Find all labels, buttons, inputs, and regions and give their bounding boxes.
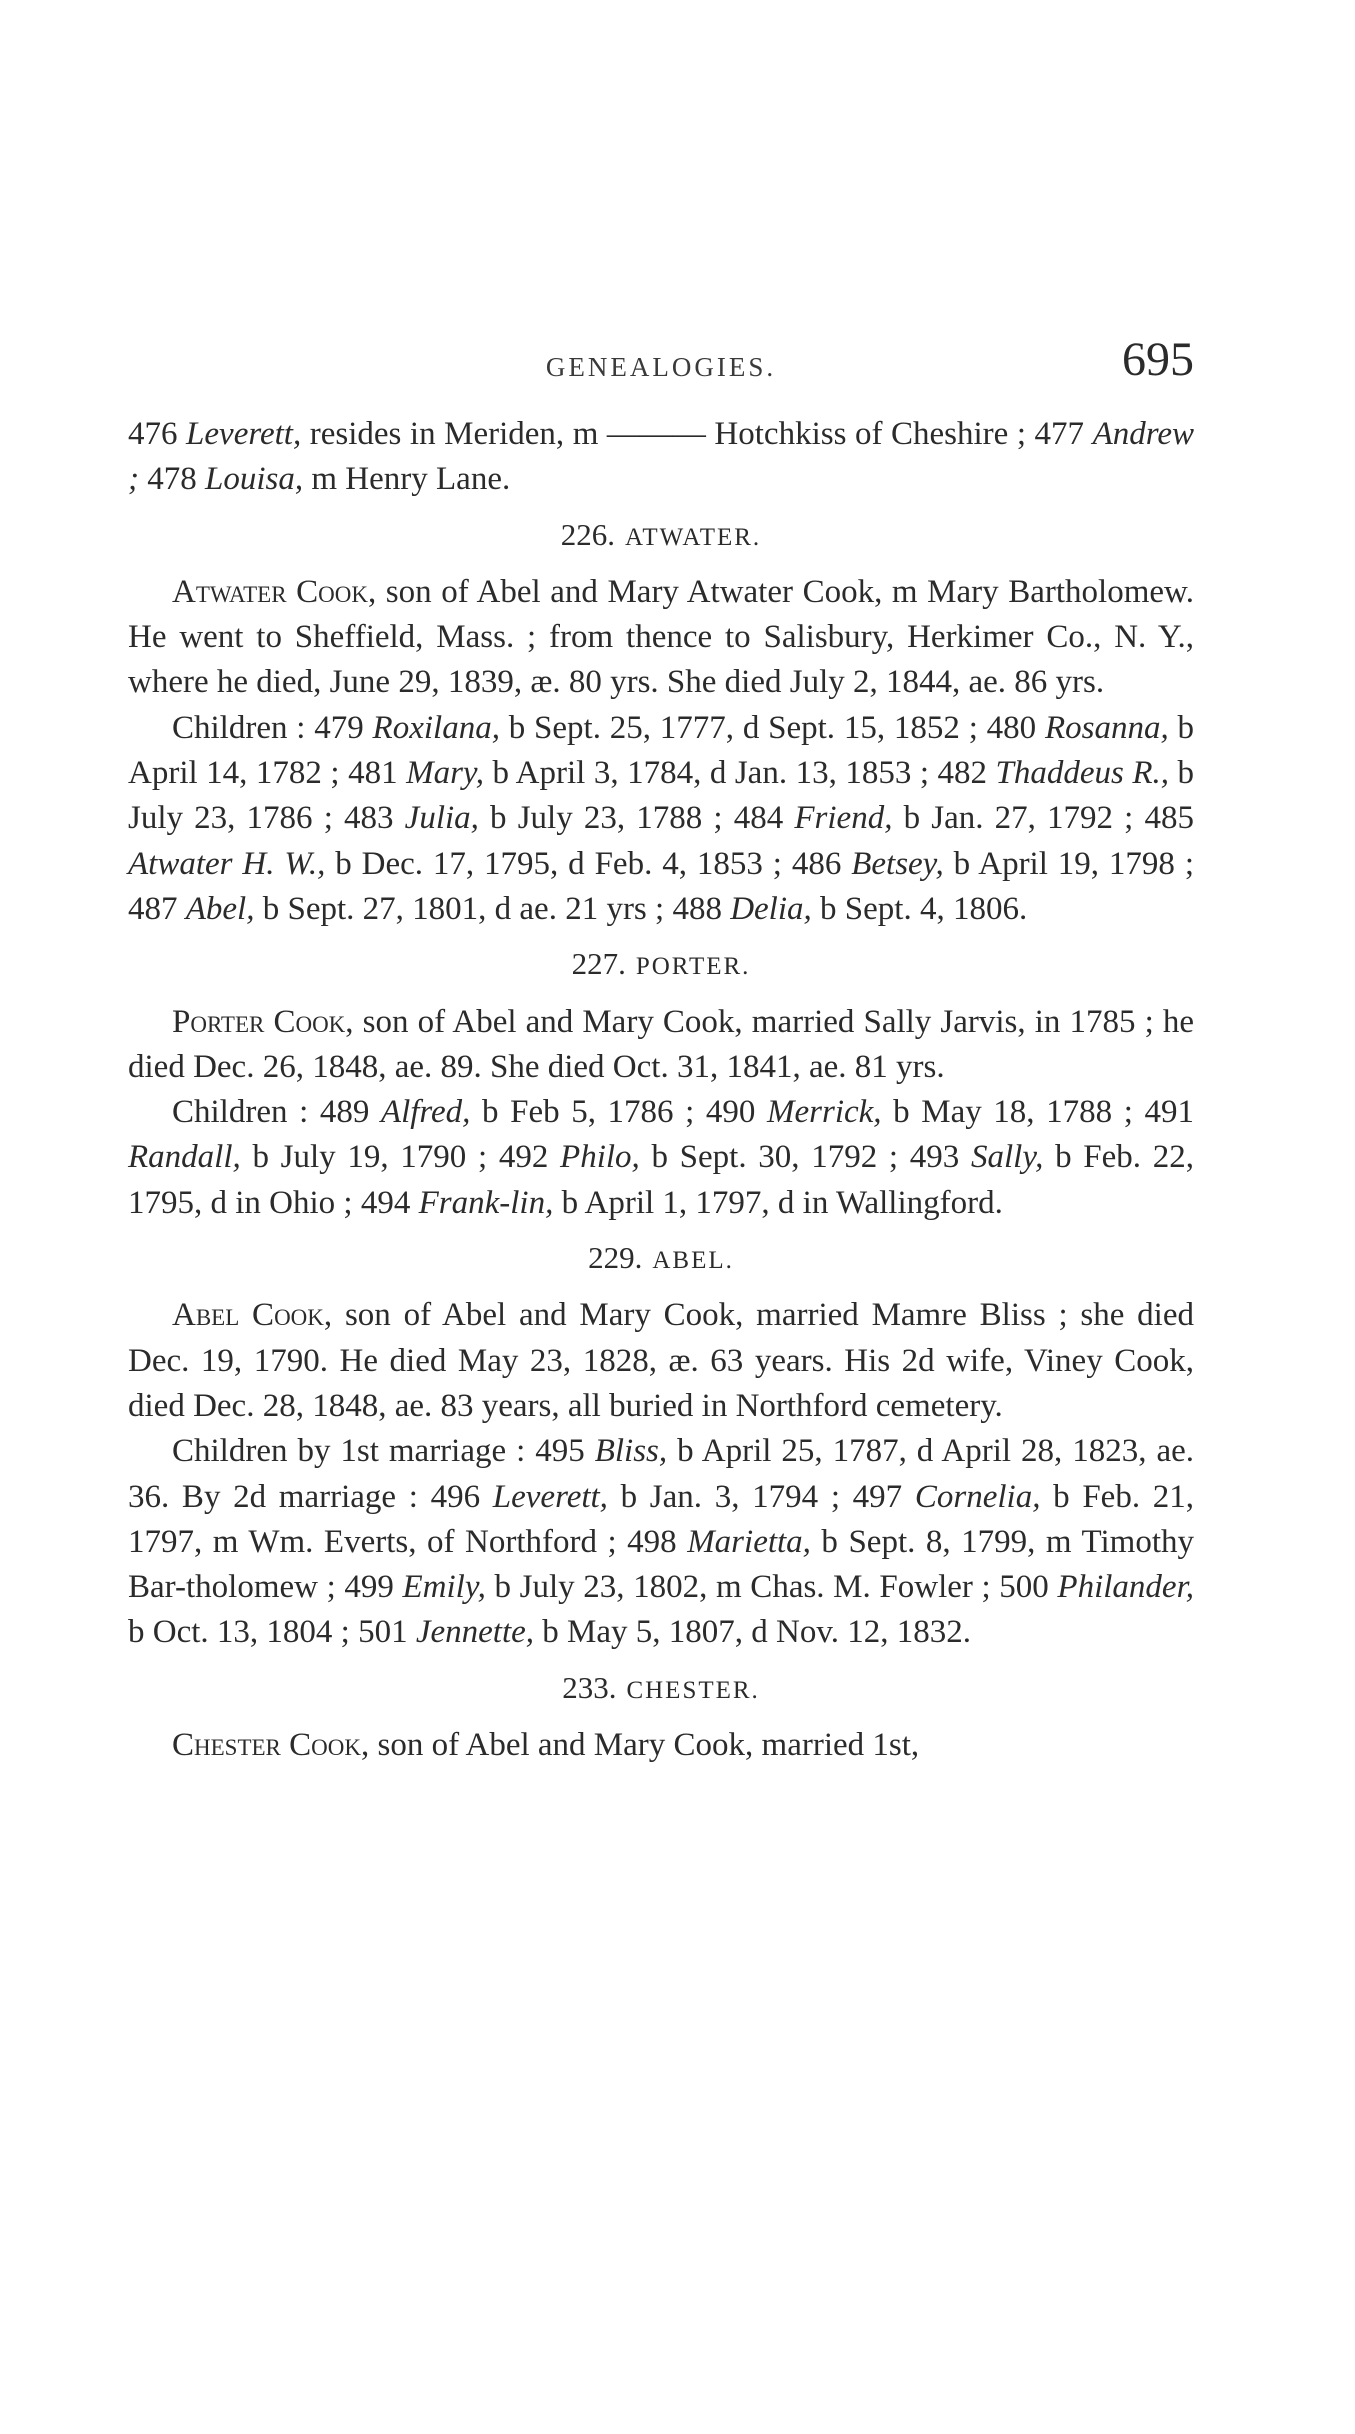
- text: b Sept. 4, 1806.: [811, 890, 1028, 927]
- child-name: Bliss,: [594, 1433, 668, 1470]
- child-name: Rosanna,: [1044, 709, 1169, 746]
- section-title: ATWATER.: [625, 523, 762, 551]
- text: b Sept. 8, 1799, m Timothy Bar-tholomew ; 499: [128, 1523, 1194, 1606]
- section-title: CHESTER.: [626, 1676, 760, 1704]
- running-head: GENEALOGIES.: [545, 352, 777, 382]
- child-name: Leverett,: [492, 1478, 608, 1515]
- section-heading-atwater: [128, 512, 1194, 560]
- text: son of Abel and Mary Atwater Cook, m Mary Bartholomew. He went to Sheffield, Mass. ; from thence to Salisbury, Herkimer Co., N. Y., where he died, June 29, 1839, æ. 80 yrs. She died July 2, 1844, ae. 86 yrs.: [128, 573, 1194, 701]
- lead-name: Atwater Cook,: [172, 573, 377, 610]
- page-number: 695: [1122, 333, 1194, 386]
- text: b Oct. 13, 1804 ; 501: [128, 1614, 416, 1651]
- biography-paragraph: [128, 1000, 1194, 1091]
- child-name: Delia,: [730, 890, 812, 927]
- section-heading-porter: [128, 941, 1194, 989]
- child-name: Thaddeus R.,: [995, 755, 1169, 792]
- section-heading-abel: [128, 1235, 1194, 1283]
- person-name: Louisa,: [205, 461, 304, 498]
- child-name: Julia,: [404, 800, 479, 837]
- children-paragraph: [128, 706, 1194, 932]
- text: son of Abel and Mary Cook, married Sally Jarvis, in 1785 ; he died Dec. 26, 1848, ae. 89. She died Oct. 31, 1841, ae. 81 yrs.: [128, 1003, 1195, 1085]
- text: Children : 489: [172, 1094, 381, 1131]
- text: b May 5, 1807, d Nov. 12, 1832.: [534, 1614, 971, 1651]
- section-number: 233.: [562, 1669, 617, 1705]
- text: b Sept. 30, 1792 ; 493: [639, 1139, 971, 1176]
- child-name: Betsey,: [851, 845, 944, 882]
- child-name: Philo,: [560, 1139, 640, 1176]
- text: b May 18, 1788 ; 491: [881, 1094, 1194, 1131]
- child-name: Mary,: [406, 755, 484, 792]
- child-name: Merrick,: [767, 1094, 882, 1131]
- text: b April 19, 1798 ; 487: [128, 845, 1194, 927]
- child-name: Randall,: [128, 1139, 241, 1176]
- child-name: Friend,: [794, 800, 893, 837]
- text: b July 23, 1788 ; 484: [478, 800, 795, 837]
- text: m Henry Lane.: [303, 461, 511, 498]
- section-number: 227.: [571, 946, 626, 982]
- page-body: [128, 412, 1194, 1768]
- text: b Dec. 17, 1795, d Feb. 4, 1853 ; 486: [325, 845, 852, 882]
- person-name: Leverett,: [186, 416, 302, 452]
- biography-paragraph: [128, 570, 1194, 706]
- text: resides in Meriden, m ——— Hotchkiss of Cheshire ; 477: [301, 416, 1093, 452]
- text: b Sept. 27, 1801, d ae. 21 yrs ; 488: [254, 890, 731, 927]
- section-heading-chester: [128, 1665, 1194, 1713]
- biography-paragraph: [128, 1723, 1194, 1768]
- child-name: Alfred,: [380, 1094, 471, 1131]
- text: b April 3, 1784, d Jan. 13, 1853 ; 482: [484, 755, 996, 792]
- section-title: PORTER.: [635, 953, 751, 981]
- text: b Feb. 22, 1795, d in Ohio ; 494: [128, 1139, 1195, 1221]
- text: Children : 479: [172, 709, 373, 746]
- child-name: Emily,: [402, 1569, 486, 1606]
- page-header: [128, 332, 1194, 402]
- text: son of Abel and Mary Cook, married 1st,: [369, 1727, 920, 1764]
- child-name: Marietta,: [687, 1523, 811, 1560]
- children-paragraph: [128, 1429, 1194, 1655]
- text: 476: [128, 416, 187, 452]
- child-name: Jennette,: [415, 1614, 535, 1651]
- child-name: Abel,: [185, 890, 255, 927]
- text: b April 25, 1787, d April 28, 1823, ae. 36. By 2d marriage : 496: [128, 1433, 1195, 1515]
- child-name: Sally,: [971, 1139, 1044, 1176]
- text: son of Abel and Mary Cook, married Mamre Bliss ; she died Dec. 19, 1790. He died May 23, 1828, æ. 63 years. His 2d wife, Viney Cook, died Dec. 28, 1848, ae. 83 years, all buried in Northford cemetery.: [128, 1297, 1194, 1424]
- lead-name: Chester Cook,: [172, 1727, 370, 1764]
- text: b July 23, 1802, m Chas. M. Fowler ; 500: [485, 1569, 1058, 1606]
- child-name: Roxilana,: [372, 709, 500, 746]
- text: b Jan. 27, 1792 ; 485: [892, 800, 1194, 837]
- biography-paragraph: [128, 1293, 1194, 1429]
- section-number: 229.: [588, 1240, 643, 1276]
- lead-name: Abel Cook,: [172, 1297, 333, 1334]
- person-name: Andrew ;: [128, 416, 1195, 498]
- text: b April 14, 1782 ; 481: [128, 709, 1194, 792]
- text: b Feb. 21, 1797, m Wm. Everts, of Northford ; 498: [128, 1478, 1195, 1560]
- section-number: 226.: [560, 516, 616, 552]
- text: b Jan. 3, 1794 ; 497: [607, 1478, 915, 1515]
- child-name: Frank-lin,: [418, 1184, 554, 1221]
- text: 478: [139, 461, 205, 498]
- lead-name: Porter Cook,: [172, 1003, 354, 1040]
- text: Children by 1st marriage : 495: [172, 1433, 595, 1470]
- text: b Sept. 25, 1777, d Sept. 15, 1852 ; 480: [499, 709, 1045, 746]
- child-name: Philander,: [1057, 1569, 1194, 1606]
- children-paragraph: [128, 1090, 1194, 1226]
- intro-paragraph: [128, 412, 1194, 503]
- text: b July 23, 1786 ; 483: [128, 755, 1194, 837]
- child-name: Atwater H. W.,: [128, 845, 326, 882]
- child-name: Cornelia,: [914, 1478, 1041, 1515]
- text: b April 1, 1797, d in Wallingford.: [553, 1184, 1003, 1221]
- text: b July 19, 1790 ; 492: [240, 1139, 561, 1176]
- text: b Feb 5, 1786 ; 490: [470, 1094, 767, 1131]
- section-title: ABEL.: [652, 1247, 734, 1275]
